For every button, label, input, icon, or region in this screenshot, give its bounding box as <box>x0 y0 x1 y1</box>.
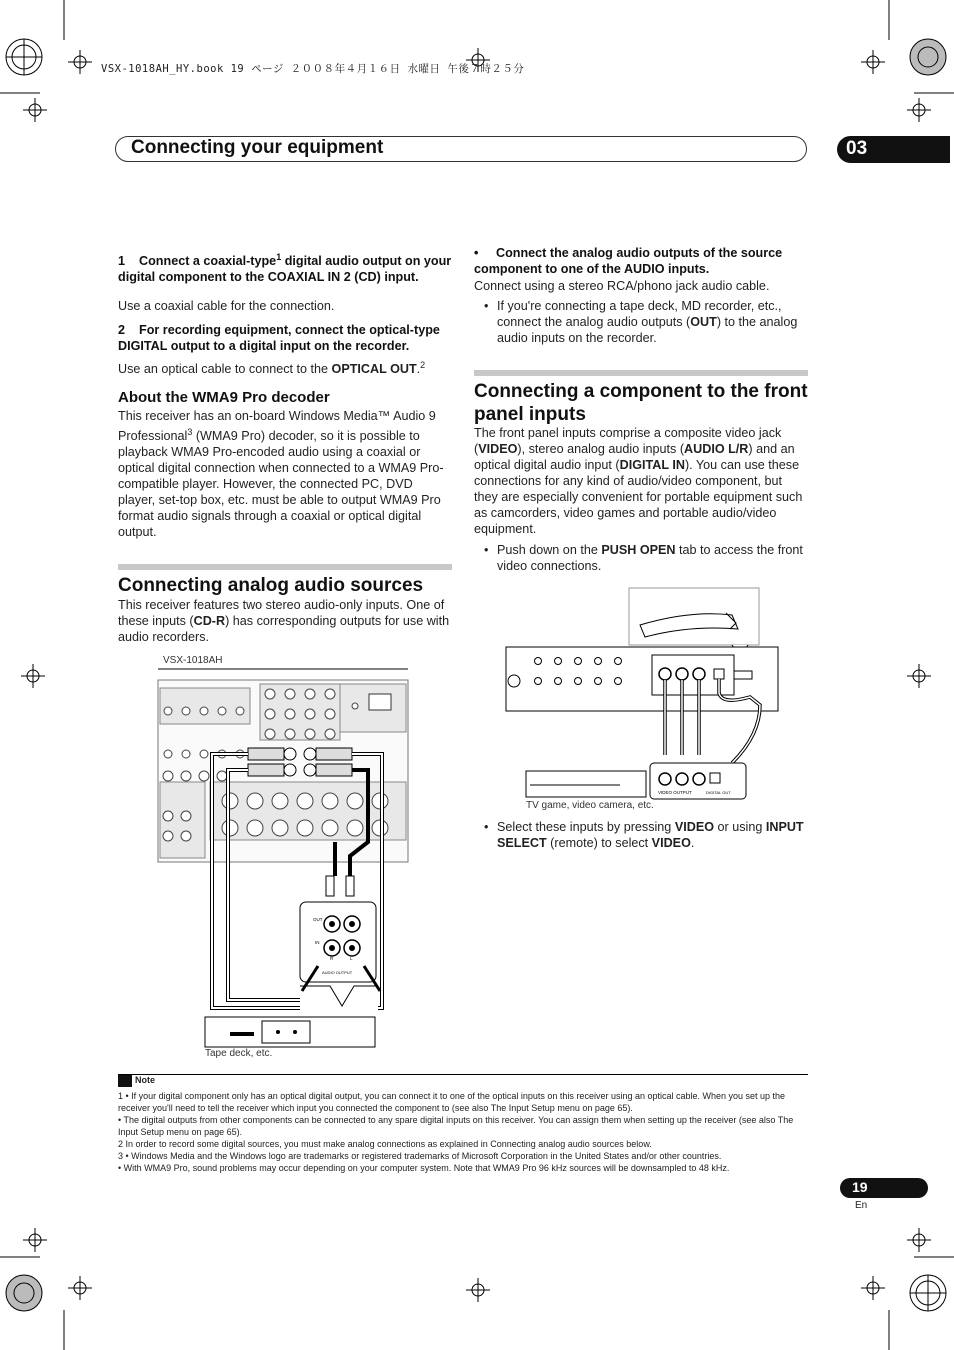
analog-text-a: This receiver features two stereo audio-only inputs. One of these inputs ( <box>118 598 445 628</box>
recorder-out-label: OUT <box>313 917 323 922</box>
cdr-label: CD-R <box>193 614 226 628</box>
select-c: or using <box>714 820 766 834</box>
sub-bullet-text <box>497 298 806 346</box>
recorder-in-label: IN <box>315 940 320 945</box>
select-a: Select these inputs by pressing <box>497 820 675 834</box>
footnote-ref-1: 1 <box>276 252 282 262</box>
step-2-body-a: Use an optical cable to connect to the <box>118 362 332 377</box>
step-1-body: Use a coaxial cable for the connection. <box>118 299 335 313</box>
step-2-number: 2 <box>118 323 126 337</box>
step-2-text: For recording equipment, connect the optical-type DIGITAL output to a digital input on the recorder. <box>118 323 440 353</box>
analog-sub-bullet <box>484 298 806 346</box>
note-line: 2 In order to record some digital sources, you must make analog connections as explained in Connecting analog audio sources below. <box>118 1139 652 1149</box>
note-rule <box>118 1074 808 1075</box>
audio-lr-label: AUDIO L/R <box>684 442 749 456</box>
step-1 <box>118 249 453 285</box>
chapter-number: 03 <box>846 138 868 159</box>
digital-in-label: DIGITAL IN <box>619 458 685 472</box>
recorder-l-label: L <box>350 956 353 961</box>
bullet-dot-3: • <box>484 820 489 834</box>
out-label: OUT <box>690 315 717 329</box>
step-2 <box>118 322 453 354</box>
select-e: . <box>690 836 695 850</box>
bullet-dot: • <box>474 246 479 260</box>
wma9-body <box>118 408 453 540</box>
front-heading: Connecting a component to the front panel inputs <box>474 381 808 425</box>
front-p3: ) and an optical digital audio input ( <box>474 442 795 472</box>
section-rule-analog <box>118 564 452 570</box>
wma9-text-b: (WMA9 Pro) decoder, so it is possible to playback WMA9 Pro-encoded audio using a coaxial or optical digital connection when connected to a WMA9 Pro-compatible player. However, the connected PC, DVD player, set-top box, etc. must be able to output WMA9 Pro format audio signals through a coaxial or optical digital output. <box>118 429 444 540</box>
page-title: Connecting your equipment <box>131 137 384 158</box>
note-line: 1 • If your digital component only has an optical digital output, you can connect it to one of the optical inputs on this receiver using an optical cable. When you set up the receiver you'll need to tell the receiver which input you connected the component to (see also The Input Setup menu on page 65). <box>118 1091 786 1113</box>
front-p4: ). You can use these connections for any kind of audio/video component, but they are especially convenient for portable equipment such as camcorders, video games and portable audio/video equipment. <box>474 458 803 536</box>
push-open-bullet <box>484 542 806 574</box>
select-inputs-text <box>497 819 806 851</box>
note-line: 3 • Windows Media and the Windows logo are trademarks or registered trademarks of Microsoft Corporation in the United States and/or other countries. <box>118 1151 722 1161</box>
print-header: VSX-1018AH_HY.book 19 ページ ２００８年４月１６日 水曜日 午後７時２５分 <box>101 63 525 75</box>
step-1-text-b: digital audio output on your digital component to the COAXIAL IN 2 (CD) input. <box>118 254 452 285</box>
front-panel-diagram <box>500 585 785 805</box>
recorder-analog-output-label: AUDIO OUTPUT <box>322 970 353 975</box>
analog-connection-diagram <box>150 666 420 1056</box>
push-open-a: Push down on the <box>497 543 602 557</box>
push-open-label: PUSH OPEN <box>601 543 676 557</box>
bullet-dot-2: • <box>484 543 489 557</box>
section-rule-front <box>474 370 808 376</box>
analog-bullet-head-text: Connect the analog audio outputs of the source component to one of the AUDIO inputs. <box>474 246 783 276</box>
tape-deck-caption: Tape deck, etc. <box>205 1048 273 1059</box>
front-p1: The front panel inputs comprise a composite video jack ( <box>474 426 782 456</box>
input-select-label: INPUT SELECT <box>497 820 804 850</box>
sub-bullet-a: If you're connecting a tape deck, MD recorder, etc., connect the analog audio outputs ( <box>497 299 782 329</box>
video-input-label: VIDEO <box>651 836 691 850</box>
tv-game-caption: TV game, video camera, etc. <box>526 800 654 811</box>
analog-bullet-body: Connect using a stereo RCA/phono jack audio cable. <box>474 279 770 293</box>
video-output-label: VIDEO OUTPUT <box>658 790 692 795</box>
sub-bullet-b: ) to the analog audio inputs on the recorder. <box>497 315 798 345</box>
step-2-body-b: . <box>416 362 421 377</box>
step-1-number: 1 <box>118 254 126 269</box>
model-label: VSX-1018AH <box>163 655 223 666</box>
digital-out-label: DIGITAL OUT <box>706 790 731 795</box>
front-p2: ), stereo analog audio inputs ( <box>517 442 685 456</box>
front-body <box>474 425 809 537</box>
video-button-label: VIDEO <box>674 820 715 834</box>
optical-out-label: OPTICAL OUT <box>331 362 417 377</box>
wma9-heading: About the WMA9 Pro decoder <box>118 389 330 406</box>
analog-heading: Connecting analog audio sources <box>118 575 424 596</box>
footnote-ref-3: 3 <box>187 427 193 437</box>
page-number: 19 <box>852 1179 868 1195</box>
select-d: (remote) to select <box>546 836 652 850</box>
analog-text-b: ) has corresponding outputs for use with audio recorders. <box>118 614 450 644</box>
step-1-text-a: Connect a coaxial-type <box>139 254 277 269</box>
push-open-b: tab to access the front video connections. <box>497 543 803 573</box>
select-inputs-bullet <box>484 819 806 851</box>
note-line: • The digital outputs from other components can be connected to any spare digital inputs on this receiver. You can assign them when setting up the receiver (see also The Input Setup menu on page 65). <box>118 1115 794 1137</box>
note-line: • With WMA9 Pro, sound problems may occur depending on your computer system. Note that WMA9 Pro 96 kHz sources will be downsampled to 48 kHz. <box>118 1163 730 1173</box>
note-icon <box>118 1075 132 1087</box>
analog-body <box>118 597 453 645</box>
wma9-text-a: This receiver has an on-board Windows Media™ Audio 9 Professional <box>118 409 436 444</box>
video-label: VIDEO <box>478 442 518 456</box>
note-label: Note <box>135 1075 155 1085</box>
analog-bullet-head <box>474 245 809 277</box>
sub-bullet-dot: • <box>484 299 489 313</box>
language-label: En <box>855 1200 868 1211</box>
notes-body <box>118 1090 808 1174</box>
recorder-r-label: R <box>330 956 334 961</box>
step-2-body <box>118 357 453 377</box>
footnote-ref-2: 2 <box>420 360 426 370</box>
push-open-text <box>497 542 806 574</box>
